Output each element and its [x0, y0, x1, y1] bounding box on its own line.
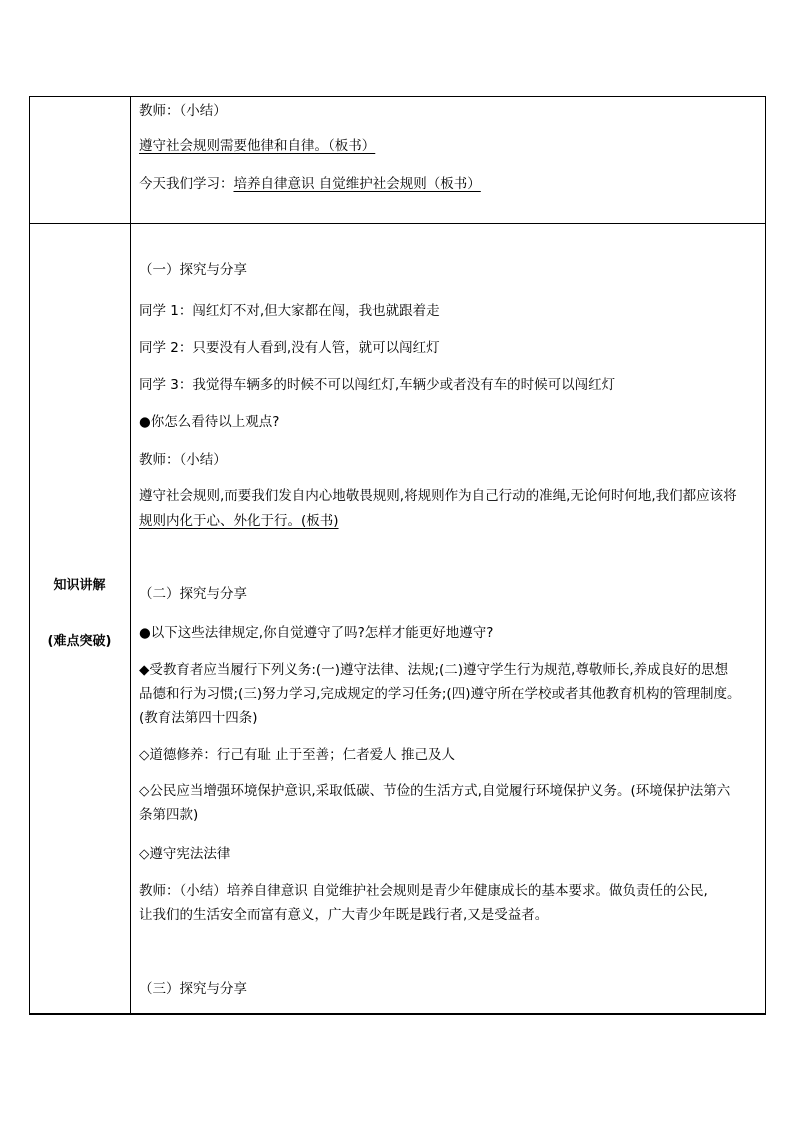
student3-statement: 同学 3：我觉得车辆多的时候不可以闯红灯,车辆少或者没有车的时候可以闯红灯 — [139, 377, 616, 393]
student2-statement: 同学 2：只要没有人看到,没有人管，就可以闯红灯 — [139, 340, 440, 356]
teacher1-summary: 教师：（小结） — [139, 452, 227, 468]
student1-statement: 同学 1：闯红灯不对,但大家都在闯，我也就跟着走 — [139, 303, 440, 319]
law1-line3: (教育法第四十四条) — [139, 710, 258, 726]
table-border-top — [29, 96, 766, 97]
env-law-line2: 条第四款) — [139, 807, 199, 823]
section3-title: （三）探究与分享 — [139, 981, 247, 997]
table-border-right — [765, 96, 766, 1014]
teacher2-line1: 教师：（小结）培养自律意识 自觉维护社会规则是青少年健康成长的基本要求。做负责任的公民, — [139, 883, 708, 899]
lesson-plan-table — [29, 96, 766, 1014]
summary1-line2: 规则内化于心、外化于行。(板书) — [139, 513, 339, 529]
law1-line1: ◆受教育者应当履行下列义务:(一)遵守法律、法规;(二)遵守学生行为规范,尊敬师长,养成良好的思想 — [139, 662, 729, 678]
table-column-divider — [130, 96, 131, 1014]
law1-line2: 品德和行为习惯;(三)努力学习,完成规定的学习任务;(四)遵守所在学校或者其他教育机构的管理制度。 — [139, 686, 741, 702]
row2-label-title: 知识讲解 — [53, 578, 106, 593]
row1-today-topic — [139, 175, 481, 193]
section1-title: （一）探究与分享 — [139, 262, 247, 278]
moral-cultivation: ◇道德修养：行己有耻 止于至善；仁者爱人 推己及人 — [139, 747, 455, 763]
table-border-left — [29, 96, 30, 1014]
row1-today-title: 培养自律意识 自觉维护社会规则（板书） — [233, 176, 481, 192]
table-row-divider — [29, 223, 766, 224]
section2-title: （二）探究与分享 — [139, 586, 247, 602]
row1-teacher-summary: 教师：（小结） — [139, 103, 227, 119]
question1: ●你怎么看待以上观点? — [139, 414, 280, 430]
question2: ●以下这些法律规定,你自觉遵守了吗?怎样才能更好地遵守? — [139, 625, 494, 641]
row2-label-subtitle: (难点突破) — [47, 634, 112, 649]
row1-blackboard-line: 遵守社会规则需要他律和自律。（板书） — [139, 138, 376, 154]
table-border-bottom — [29, 1013, 766, 1015]
teacher2-line2: 让我们的生活安全而富有意义，广大青少年既是践行者,又是受益者。 — [139, 907, 549, 923]
constitution-line: ◇遵守宪法法律 — [139, 846, 231, 862]
env-law-line1: ◇公民应当增强环境保护意识,采取低碳、节俭的生活方式,自觉履行环境保护义务。(环境保护法第六 — [139, 783, 731, 799]
row1-today-prefix: 今天我们学习： — [139, 176, 234, 192]
summary1-line1: 遵守社会规则,而要我们发自内心地敬畏规则,将规则作为自己行动的准绳,无论何时何地,我们都应该将 — [139, 488, 737, 504]
